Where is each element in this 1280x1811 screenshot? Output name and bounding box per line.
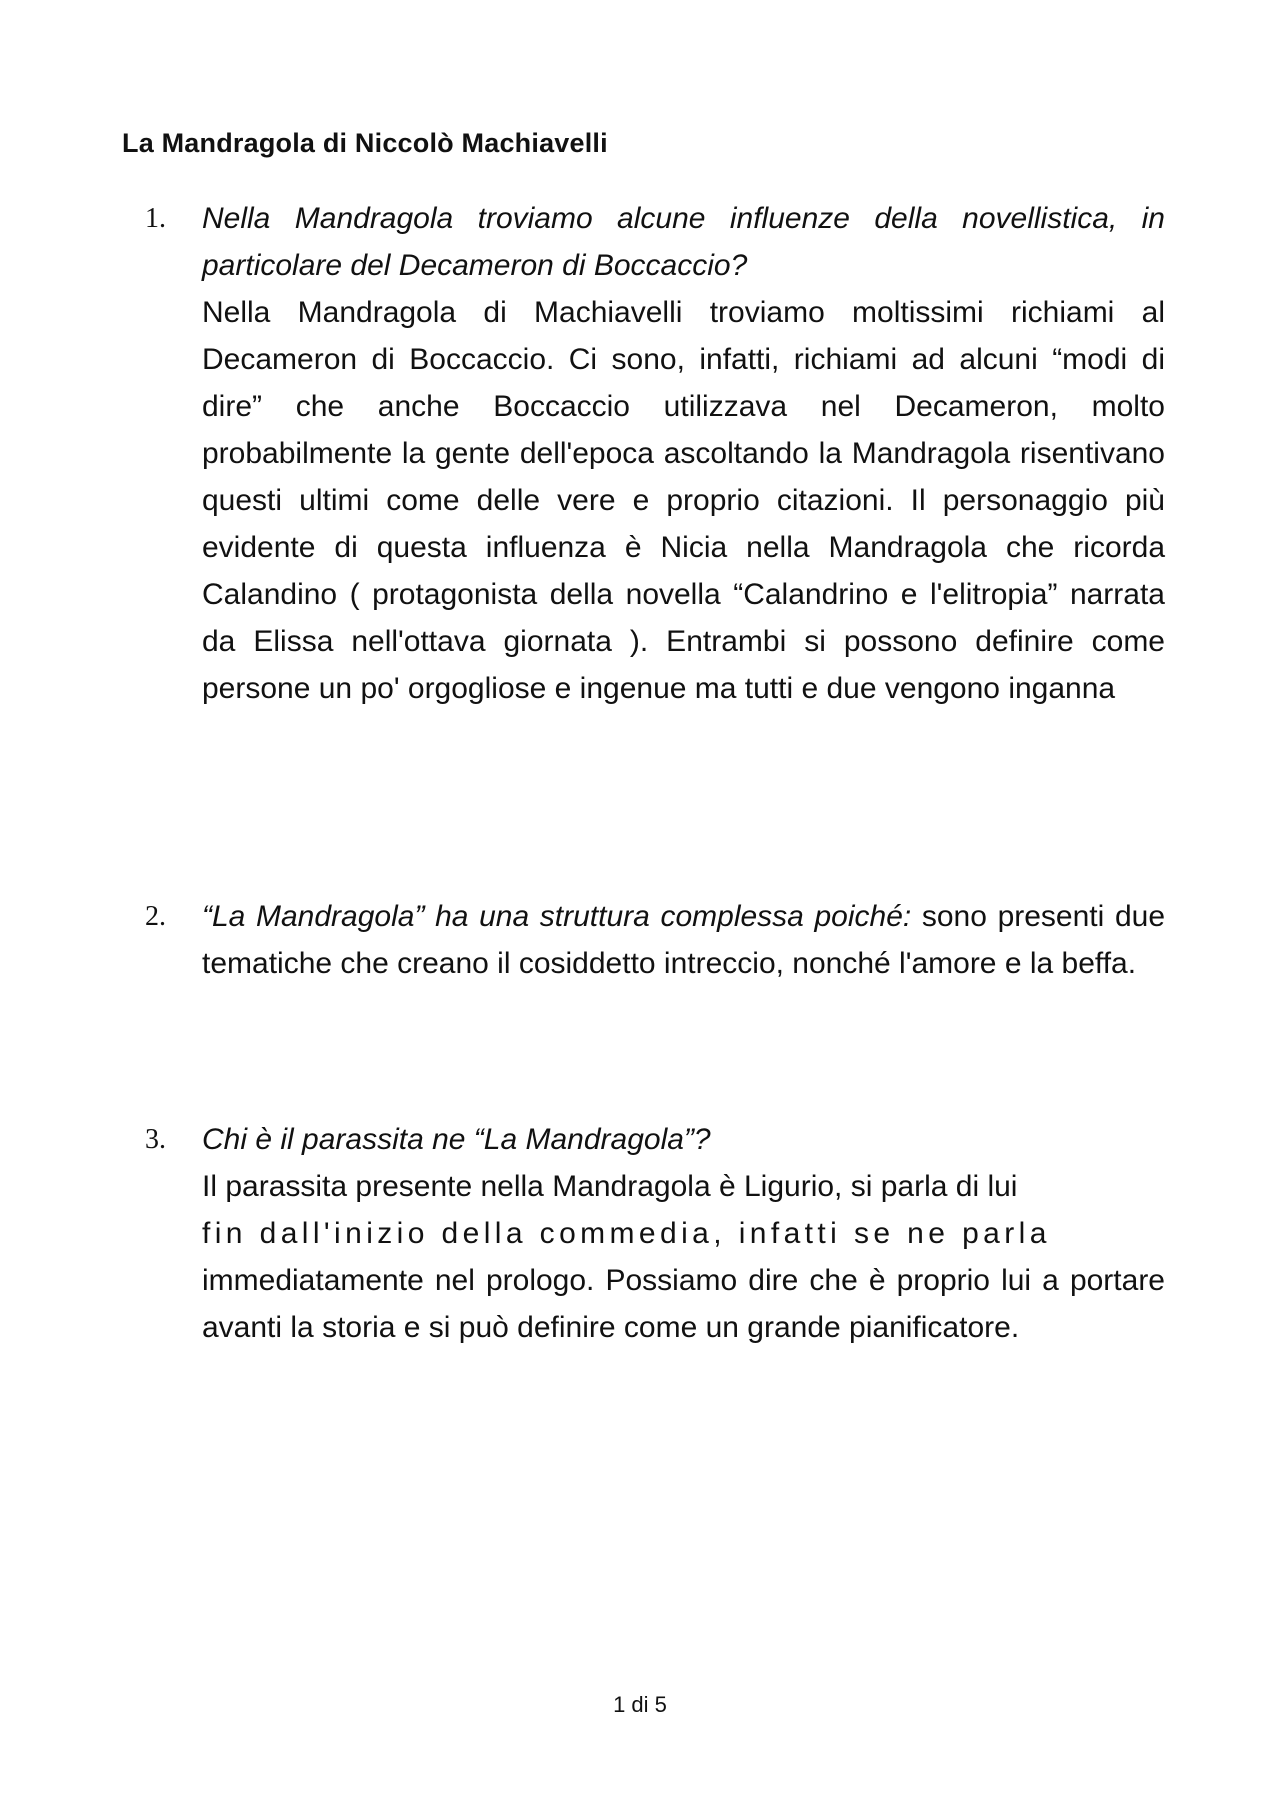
- item-number: 1.: [145, 203, 166, 234]
- answer-text: sono presenti due tematiche che creano il cosiddetto intreccio, nonché l'amore e la beffa.: [202, 900, 1165, 980]
- question-text: Chi è il parassita ne “La Mandragola”?: [202, 1123, 711, 1156]
- question-text: Nella Mandragola troviamo alcune influenze della novellistica, in particolare del Decameron di Boccaccio?: [202, 202, 1165, 282]
- item-body: [202, 1116, 1165, 1351]
- item-body: [202, 195, 1165, 712]
- document-title: La Mandragola di Niccolò Machiavelli: [122, 128, 608, 158]
- answer-text: Nella Mandragola di Machiavelli troviamo moltissimi richiami al Decameron di Boccaccio. Ci sono, infatti, richiami ad alcuni “modi di dire” che anche Boccaccio utilizzava nel Decameron, molto probabilmente la gente dell'epoca ascoltando la Mandragola risentivano questi ultimi come delle vere e proprio citazioni. Il personaggio più evidente di questa influenza è Nicia nella Mandragola che ricorda Calandino ( protagonista della novella “Calandrino e l'elitropia” narrata da Elissa nell'ottava giornata ). Entrambi si possono definire come persone un po' orgogliose e ingenue ma tutti e due vengono inganna: [202, 296, 1165, 705]
- question-text: “La Mandragola” ha una struttura complessa poiché:: [202, 900, 912, 933]
- item-body: [202, 893, 1165, 987]
- answer-text-line-1: Il parassita presente nella Mandragola è Ligurio, si parla di lui: [202, 1170, 1018, 1203]
- page-number: 1 di 5: [613, 1692, 667, 1717]
- item-number: 3.: [145, 1124, 166, 1155]
- answer-text-rest: immediatamente nel prologo. Possiamo dire che è proprio lui a portare avanti la storia e si può definire come un grande pianificatore.: [202, 1264, 1165, 1344]
- item-number: 2.: [145, 901, 166, 932]
- answer-text-line-2: fin dall'inizio della commedia, infatti se ne parla: [202, 1217, 1051, 1250]
